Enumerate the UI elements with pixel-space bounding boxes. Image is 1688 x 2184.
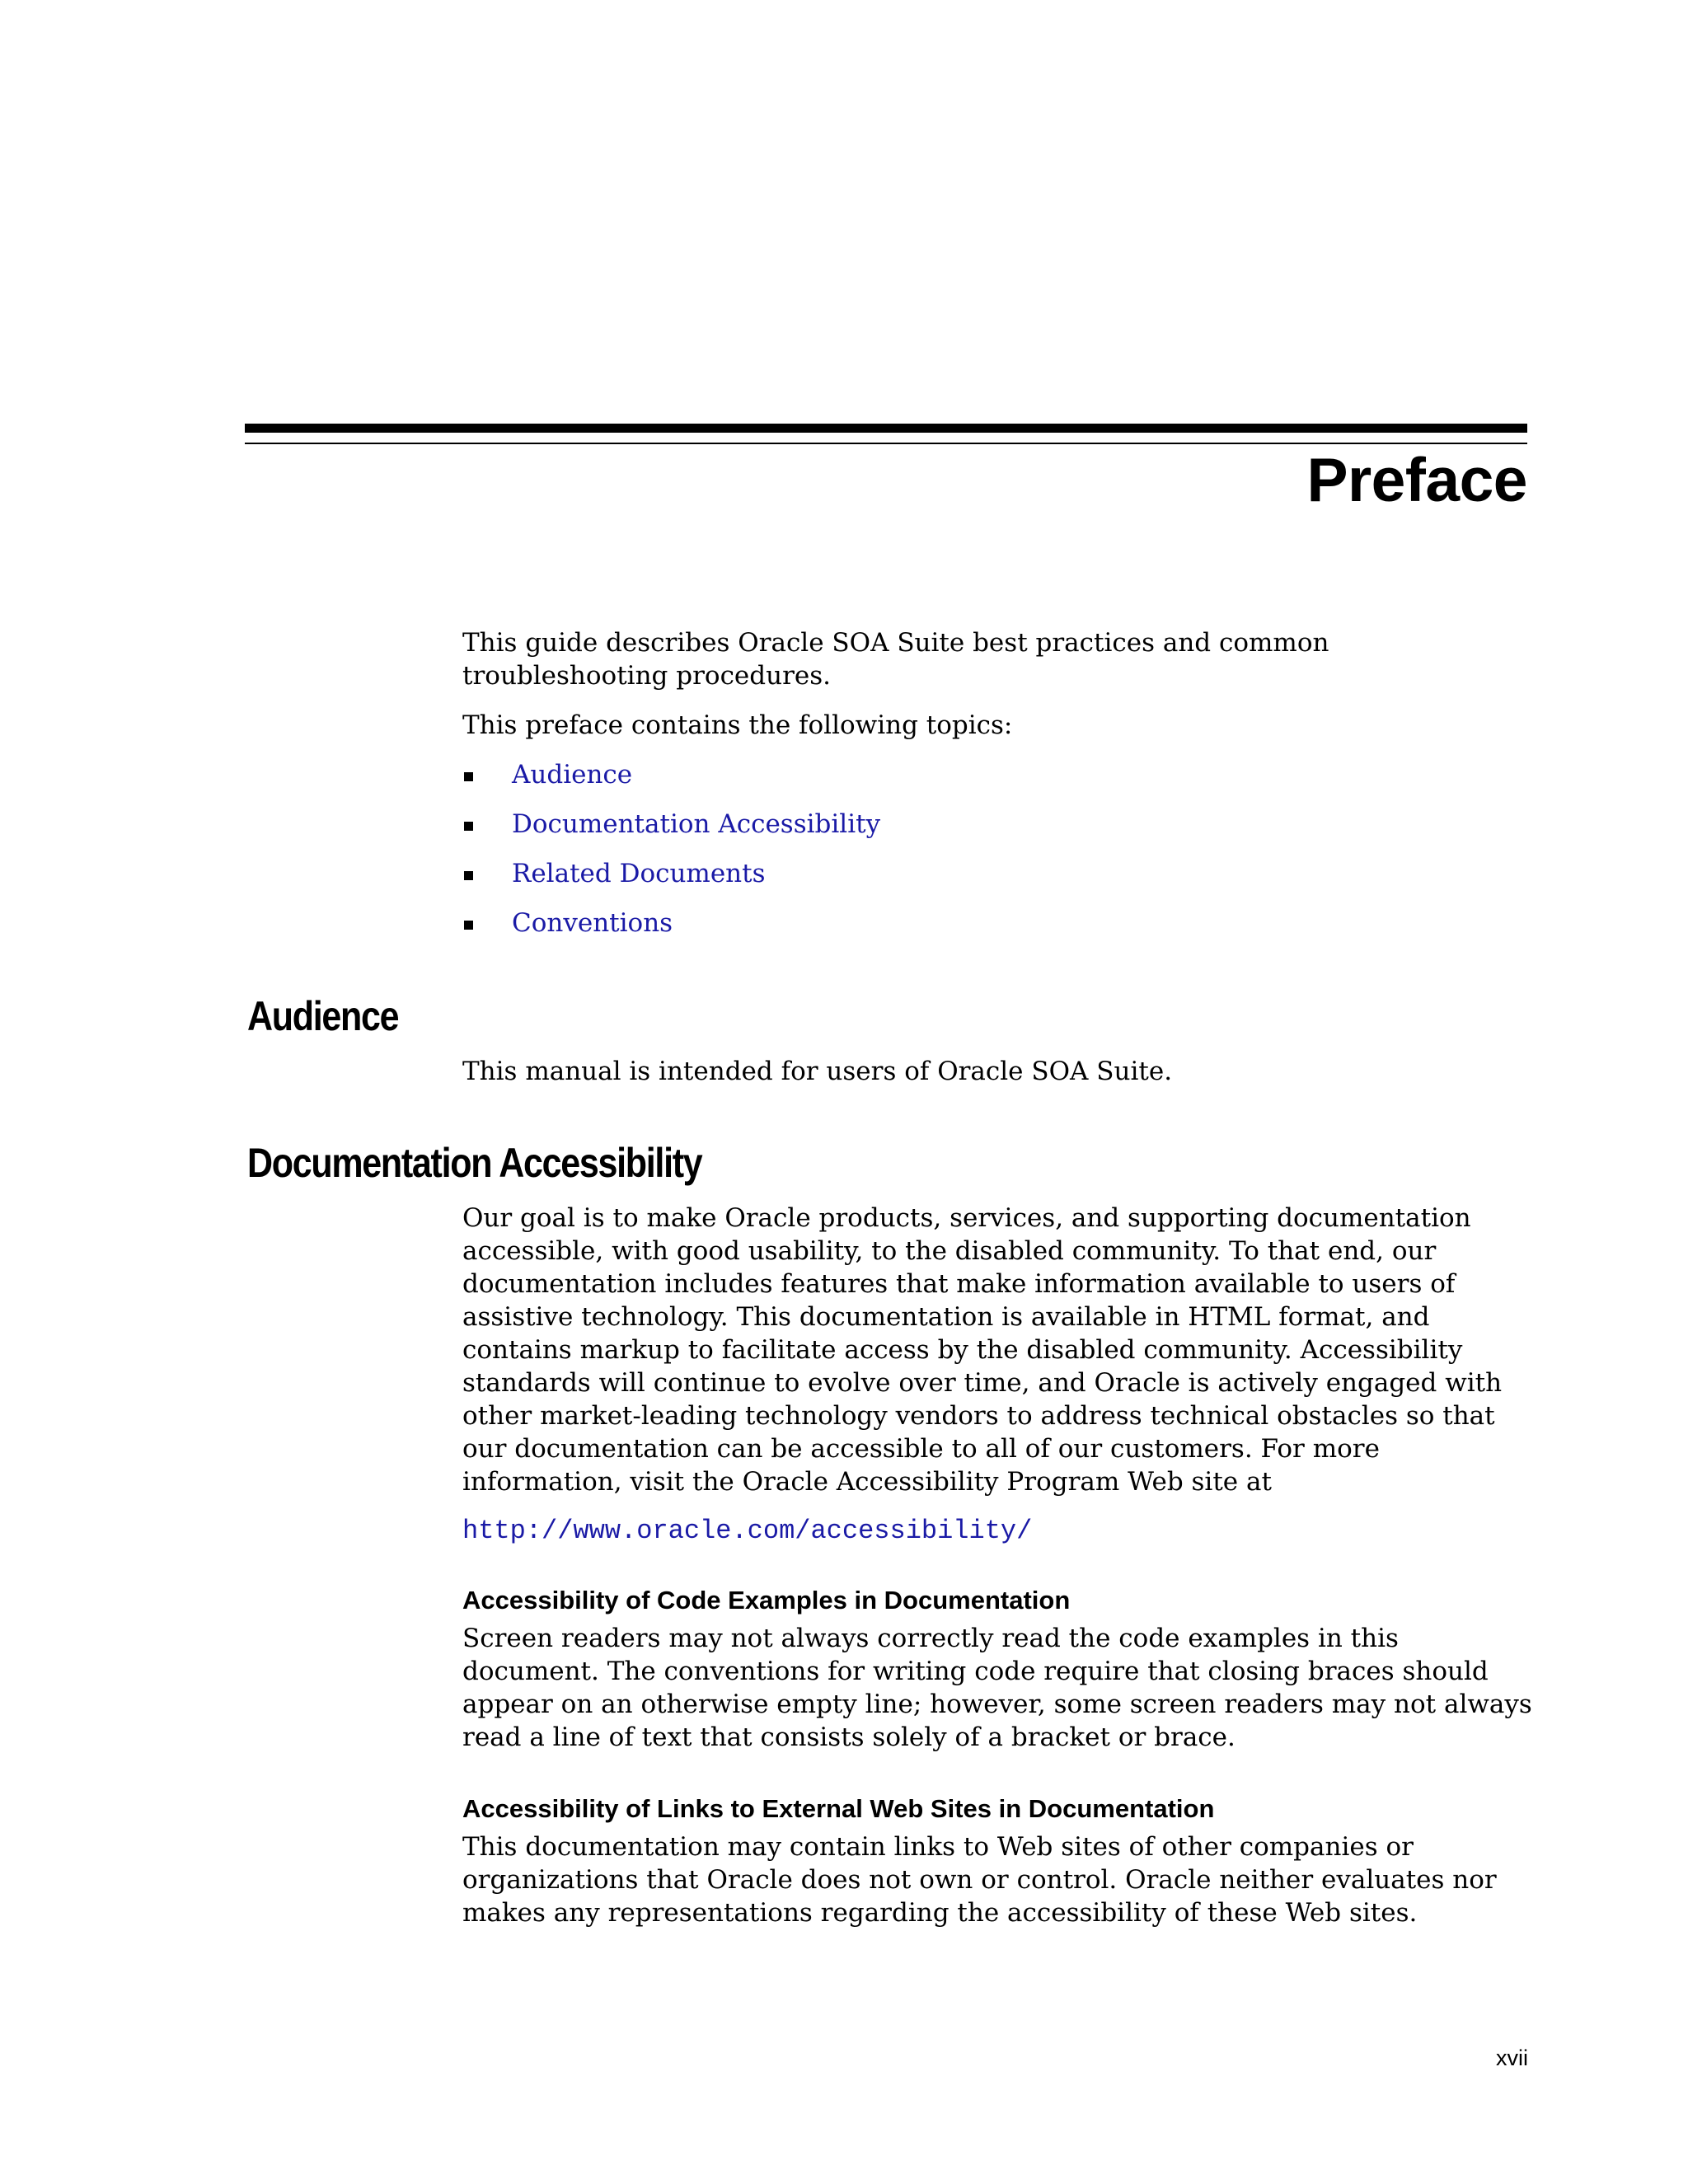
code-examples-text: Screen readers may not always correctly read the code examples in this document. The conventions for writing code require that closing braces should appear on an otherwise empty line; however, some screen readers may not always read a line of text that consists solely of a bracket or brace. — [462, 1624, 1532, 1752]
square-bullet-icon — [464, 871, 473, 880]
topics-lead: This preface contains the following topics: — [462, 710, 1013, 740]
square-bullet-icon — [464, 921, 473, 930]
audience-text: This manual is intended for users of Oracle SOA Suite. — [462, 1057, 1173, 1086]
topic-link-documentation-accessibility[interactable]: Documentation Accessibility — [512, 809, 881, 839]
audience-heading: Audience — [247, 993, 399, 1039]
square-bullet-icon — [464, 822, 473, 831]
chapter-title: Preface — [1306, 445, 1527, 514]
audience-section — [462, 1055, 1534, 1088]
accessibility-section — [462, 1202, 1534, 1498]
page-number: xvii — [1496, 2046, 1528, 2070]
code-examples-heading: Accessibility of Code Examples in Documentation — [462, 1586, 1071, 1615]
external-links-text: This documentation may contain links to Web sites of other companies or organizations that Oracle does not own or control. Oracle neither evaluates nor makes any representations regarding the accessibility of these Web sites. — [462, 1832, 1497, 1928]
intro-section — [462, 626, 1534, 742]
accessibility-text: Our goal is to make Oracle products, services, and supporting documentation accessible, with good usability, to the disabled community. To that end, our documentation includes features that make information available to users of assistive technology. This documentation is available in HTML format, and contains markup to facilitate access by the disabled community. Accessibility standards will continue to evolve over time, and Oracle is actively engaged with other market-leading technology vendors to address technical obstacles so that our documentation can be accessible to all of our customers. For more information, visit the Oracle Accessibility Program Web site at — [462, 1203, 1503, 1497]
accessibility-heading: Documentation Accessibility — [247, 1140, 702, 1186]
topic-link-related-documents[interactable]: Related Documents — [512, 859, 766, 888]
external-links-heading: Accessibility of Links to External Web Sites in Documentation — [462, 1794, 1215, 1823]
square-bullet-icon — [464, 772, 473, 781]
accessibility-url-link[interactable]: http://www.oracle.com/accessibility/ — [462, 1516, 1033, 1546]
external-links-section — [462, 1830, 1534, 1929]
code-examples-section — [462, 1622, 1534, 1754]
chapter-rule-thick — [245, 424, 1527, 433]
topic-link-conventions[interactable]: Conventions — [512, 908, 673, 938]
intro-description: This guide describes Oracle SOA Suite best practices and common troubleshooting procedures. — [462, 628, 1329, 691]
topic-link-audience[interactable]: Audience — [512, 760, 633, 790]
